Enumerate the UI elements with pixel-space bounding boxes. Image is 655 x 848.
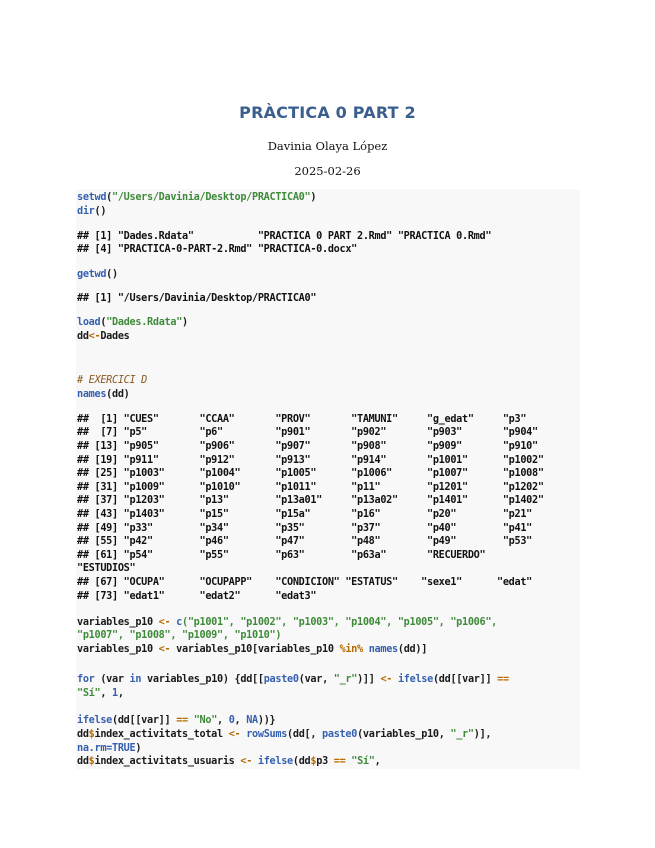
code-operator: == xyxy=(333,756,346,767)
code-token: variables_p10 xyxy=(77,617,159,628)
code-token: ))} xyxy=(257,715,276,726)
code-line-vp10-a xyxy=(77,616,497,629)
code-token: () xyxy=(106,269,118,280)
code-token: Dades xyxy=(100,331,130,342)
code-fn: rowSums xyxy=(240,729,288,740)
code-fn: getwd xyxy=(77,269,107,280)
code-token: p3 xyxy=(316,756,334,767)
code-line-ifelse-no xyxy=(77,714,275,727)
output-line: ## [25] "p1003" "p1004" "p1005" "p1006" "p1007" "p1008" xyxy=(77,468,544,479)
code-operator: <- xyxy=(240,756,253,767)
output-line: ## [31] "p1009" "p1010" "p1011" "p11" "p1201" "p1202" xyxy=(77,482,544,493)
code-string: ("p1001", "p1002", "p1003", "p1004", "p1005", "p1006", xyxy=(182,617,498,628)
output-line: ## [4] "PRACTICA-0-PART-2.Rmd" "PRACTICA-0.docx" xyxy=(77,244,358,255)
code-string: "_r" xyxy=(333,674,358,685)
code-keyword: for xyxy=(77,674,95,685)
code-fn: names xyxy=(362,644,398,655)
code-token: dd xyxy=(77,331,89,342)
code-operator: $ xyxy=(88,756,95,767)
output-line: ## [43] "p1403" "p15" "p15a" "p16" "p20" "p21" xyxy=(77,509,533,520)
code-operator: <- xyxy=(158,644,171,655)
output-line: ## [1] "/Users/Davinia/Desktop/PRACTICA0" xyxy=(77,293,317,304)
code-fn: ifelse xyxy=(392,674,433,685)
code-operator: <- xyxy=(88,331,101,342)
code-token: (var xyxy=(94,674,130,685)
code-fn: load xyxy=(77,317,101,328)
code-operator: == xyxy=(176,715,188,726)
code-number: 0 xyxy=(228,715,235,726)
code-token: )], xyxy=(473,729,492,740)
code-operator: $ xyxy=(310,756,317,767)
code-token: (variables_p10, xyxy=(357,729,451,740)
code-line-for xyxy=(77,673,509,686)
code-fn: names xyxy=(77,389,107,400)
code-number: NA xyxy=(246,715,258,726)
code-token: variables_p10 xyxy=(77,644,159,655)
output-line: ## [37] "p1203" "p13" "p13a01" "p13a02" "p1401" "p1402" xyxy=(77,495,544,506)
code-fn: ifelse xyxy=(77,715,113,726)
code-line-getwd xyxy=(77,268,118,281)
code-token: variables_p10[variables_p10 xyxy=(170,644,340,655)
code-line-usuaris xyxy=(77,755,380,768)
code-line-dir xyxy=(77,205,106,218)
code-string: "_r" xyxy=(450,729,474,740)
code-line-load xyxy=(77,316,188,329)
code-number: 1 xyxy=(112,688,118,699)
code-token: , xyxy=(217,715,229,726)
code-comment: # EXERCICI D xyxy=(77,375,148,386)
code-fn: dir xyxy=(77,206,95,217)
code-token: (dd[[var]] xyxy=(432,674,498,685)
code-token: index_activitats_usuaris xyxy=(94,756,241,767)
code-token: () xyxy=(94,206,107,217)
output-line: ## [73] "edat1" "edat2" "edat3" xyxy=(77,591,317,602)
output-line: ## [19] "p911" "p912" "p913" "p914" "p1001" "p1002" xyxy=(77,455,544,466)
code-token: dd xyxy=(77,756,89,767)
code-operator: <- xyxy=(158,617,171,628)
code-string: "/Users/Davinia/Desktop/PRACTICA0" xyxy=(112,192,311,203)
code-line-rowsums xyxy=(77,728,491,741)
output-line: ## [67] "OCUPA" "OCUPAPP" "CONDICION" "ESTATUS" "sexe1" "edat" xyxy=(77,577,533,588)
output-line: ## [49] "p33" "p34" "p35" "p37" "p40" "p41" xyxy=(77,523,533,534)
code-line-rowsums-cont xyxy=(77,742,141,755)
document-date: 2025-02-26 xyxy=(294,164,361,178)
code-line-assign xyxy=(77,330,130,343)
code-fn: setwd xyxy=(77,192,107,203)
output-line: ## [1] "Dades.Rdata" "PRACTICA 0 PART 2.Rmd" "PRACTICA 0.Rmd" xyxy=(77,231,492,242)
code-operator: <- xyxy=(380,674,393,685)
output-line: "ESTUDIOS" xyxy=(77,563,136,574)
code-line-for-cont xyxy=(77,687,124,700)
code-number: TRUE xyxy=(112,743,136,754)
code-fn: na.rm= xyxy=(77,743,113,754)
code-string: "p1007", "p1008", "p1009", "p1010") xyxy=(77,630,282,641)
code-token: , xyxy=(374,756,381,767)
code-token: (dd[[var]] xyxy=(112,715,177,726)
output-line: ## [7] "p5" "p6" "p901" "p902" "p903" "p904" xyxy=(77,427,538,438)
code-token: ) xyxy=(310,192,317,203)
document-author: Davinia Olaya López xyxy=(267,139,388,153)
output-line: ## [55] "p42" "p46" "p47" "p48" "p49" "p53" xyxy=(77,536,533,547)
code-string: "Sí" xyxy=(77,688,101,699)
code-operator: %in% xyxy=(339,644,363,655)
code-token: )]] xyxy=(357,674,381,685)
document-title: PRÀCTICA 0 PART 2 xyxy=(239,103,416,122)
output-line: ## [13] "p905" "p906" "p907" "p908" "p909" "p910" xyxy=(77,441,538,452)
code-token: ) xyxy=(182,317,188,328)
code-token: (dd)] xyxy=(397,644,428,655)
code-token: , xyxy=(234,715,247,726)
code-token: (dd xyxy=(292,756,311,767)
code-line-names xyxy=(77,388,130,401)
code-operator: <- xyxy=(228,729,241,740)
code-fn: paste0 xyxy=(263,674,299,685)
code-token: variables_p10) {dd[[ xyxy=(141,674,264,685)
output-line: ## [61] "p54" "p55" "p63" "p63a" "RECUERDO" xyxy=(77,550,486,561)
code-token: , xyxy=(100,688,113,699)
code-token: ( xyxy=(100,317,107,328)
output-line: ## [1] "CUES" "CCAA" "PROV" "TAMUNI" "g_edat" "p3" xyxy=(77,414,527,425)
code-token: index_activitats_total xyxy=(94,729,229,740)
code-token: (dd) xyxy=(106,389,130,400)
code-token: dd xyxy=(77,729,89,740)
code-operator: $ xyxy=(88,729,95,740)
code-fn: paste0 xyxy=(322,729,358,740)
code-fn: c xyxy=(170,617,183,628)
code-token: (var, xyxy=(298,674,334,685)
code-string: "No" xyxy=(187,715,218,726)
code-line-vp10-b xyxy=(77,643,427,656)
code-token: (dd[, xyxy=(287,729,323,740)
code-line-vp10-a-cont xyxy=(77,629,281,642)
code-token: ( xyxy=(106,192,113,203)
code-string: "Dades.Rdata" xyxy=(106,317,183,328)
code-line-setwd xyxy=(77,191,316,204)
code-operator: == xyxy=(497,674,509,685)
code-fn: ifelse xyxy=(252,756,293,767)
code-string: "Sí" xyxy=(345,756,375,767)
code-keyword: in xyxy=(129,674,142,685)
code-token: , xyxy=(117,688,124,699)
code-token: ) xyxy=(135,743,142,754)
